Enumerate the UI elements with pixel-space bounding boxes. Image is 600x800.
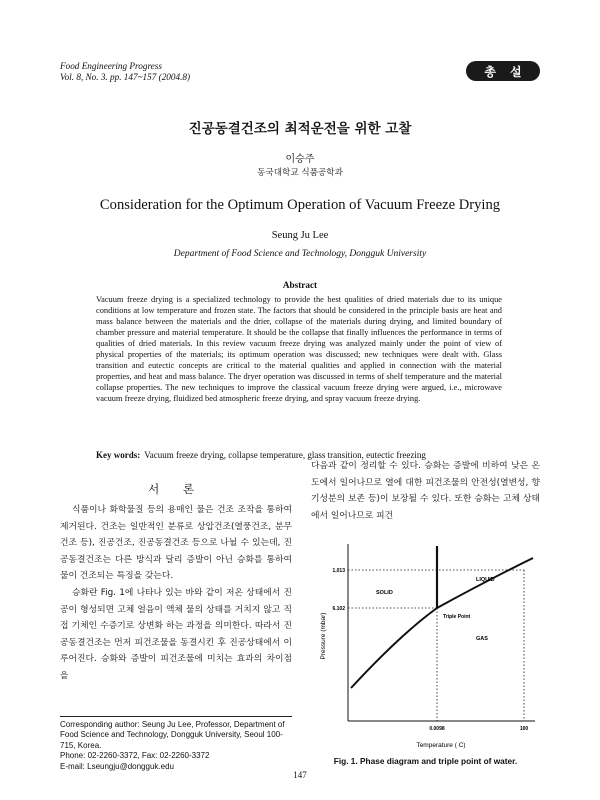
solid-region-label: SOLID [376,590,393,596]
gas-region-label: GAS [476,636,488,642]
english-author: Seung Ju Lee [271,230,329,241]
y-tick-label: 6.102 [332,606,345,612]
x-axis-title: Temperature ( C) [416,742,466,749]
liquid-region-label: LIQUID [476,577,495,583]
footnote [60,720,292,772]
article-type-badge: 총설 [466,61,540,81]
paragraph: 승화란 Fig. 1에 나타나 있는 바와 같이 저온 상태에서 진공이 형성되면 고체 얼음이 액체 물의 상태를 거치지 않고 직접 기체인 수증기로 상변화 하는 과정을 의미한다. 따라서 진공동결건조는 먼저 피건조물을 동결시킨 후 진공상태에서 이루어진다. 승화와 증발이 피건조물에 미치는 효과의 차이점을 [60,587,292,681]
footnote-phone: Phone: 02-2260-3372, Fax: 02-2260-3372 [60,751,210,761]
section-heading: 서 론 [148,482,204,496]
phase-diagram [311,536,540,754]
footnote-author: Corresponding author: Seung Ju Lee, Professor, Department of Food Science and Technology, Dongguk University, Seoul 100-715, Korea. [60,720,285,750]
english-title: Consideration for the Optimum Operation of Vacuum Freeze Drying [99,197,501,213]
keywords-list: Vacuum freeze drying, collapse temperature, glass transition, eutectic freezing [144,450,426,460]
korean-title: 진공동결건조의 최적운전을 위한 고찰 [188,121,412,137]
x-tick-label: 100 [519,726,529,732]
korean-affiliation: 동국대학교 식품공학과 [257,168,343,178]
korean-author: 이승주 [285,154,315,165]
abstract-text: Vacuum freeze drying is a specialized technology to provide the best qualities of dried materials due to its unique conditions at low temperature and frozen state. The factors that should be considered in the principle basis are heat and mass balance between the materials and the drier, collapse of the materials during drying, and limited boundary of chamber pressure and material temperature. It should be the collapse that finally influences the performance in terms of qualities of dried materials. In this review vacuum freeze drying was analyzed mainly under the point of view of physical properties of the materials; its optimum operation was discussed; new techniques were dealt with. Glass transition and eutectic concepts are critical to the material qualities and applied in connection with the material properties, and heat and mass balance. The dryer operation was discussed in terms of shelf temperature and the material collapse properties. The new techniques to improve the classical vacuum freeze drying were argued, i.e., microwave vacuum freeze drying, fluidized bed atmospheric freeze drying, and spray vacuum freeze drying. [96,295,502,404]
journal-info [60,61,190,83]
abstract-heading: Abstract [282,280,318,290]
x-tick-label: 0.0098 [429,726,445,732]
paragraph: 식품이나 화학물질 등의 용매인 물은 건조 조작을 통하여 제거된다. 건조는 일반적인 분류로 상압건조(열풍건조, 분무건조 등), 진공건조, 진공동결건조 등으로 나뉠 수 있는데, 진공동결건조는 다른 방식과 달리 증발이 아닌 승화를 통하여 물이 건조되는 특징을 갖는다. [60,505,292,582]
figure-caption: Fig. 1. Phase diagram and triple point of water. [333,756,518,766]
journal-name: Food Engineering Progress [60,61,162,71]
vaporization-curve [351,558,533,688]
keywords-label: Key words: [96,450,141,460]
triple-point-label: Triple Point [443,614,471,620]
footnote-email: E-mail: Lseungju@dongguk.edu [60,761,174,771]
english-affiliation: Department of Food Science and Technology, Dongguk University [173,249,427,259]
page-number: 147 [293,770,307,780]
y-axis-title: Pressure (mbar) [320,612,327,660]
footnote-divider [60,716,292,717]
y-tick-label: 1,013 [332,568,345,574]
journal-volume: Vol. 8, No. 3. pp. 147~157 (2004.8) [60,72,191,82]
left-column [60,502,292,685]
right-column [311,458,540,524]
paragraph: 다음과 같이 정리할 수 있다. 승화는 증발에 비하여 낮은 온도에서 일어나므로 열에 대한 피건조물의 안전성(열변성, 향기성분의 보존 등)이 보장될 수 있다. 또한 승화는 고체 상태에서 일어나므로 피건 [311,461,540,521]
